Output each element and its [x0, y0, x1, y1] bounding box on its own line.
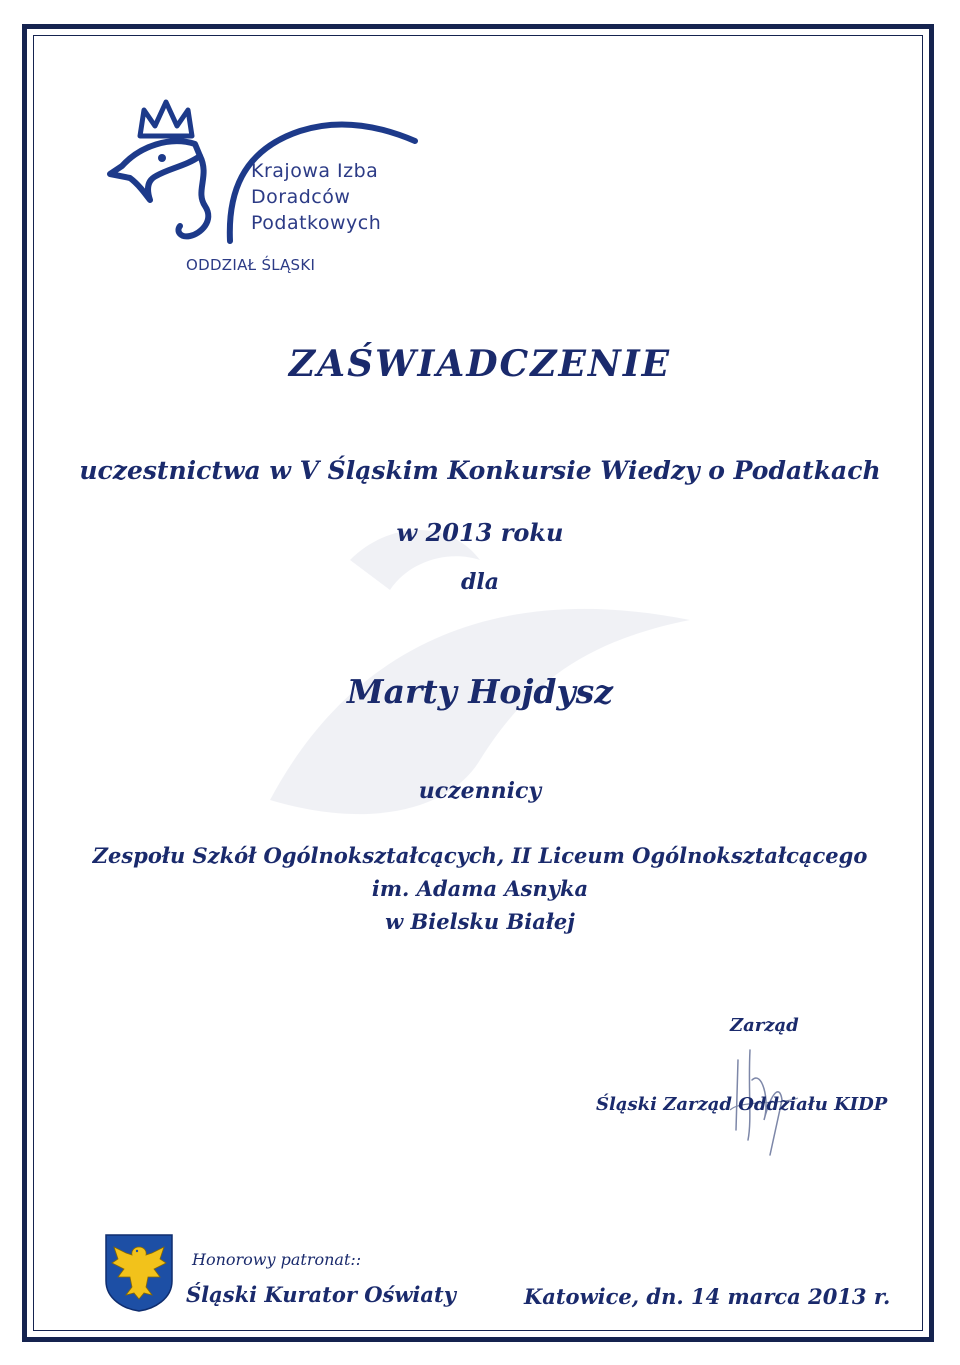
organization-name-line3: Podatkowych	[251, 212, 382, 234]
silesia-eagle-crest-icon	[104, 1233, 174, 1313]
certificate-subtitle-line2: w 2013 roku	[396, 518, 564, 547]
certificate-title: ZAŚWIADCZENIE	[288, 343, 672, 385]
organization-name-line2: Doradców	[251, 186, 351, 208]
recipient-name: Marty Hojdysz	[347, 672, 613, 711]
recipient-role: uczennicy	[418, 778, 542, 804]
kidp-logo	[100, 96, 440, 276]
certificate-subtitle-line1: uczestnictwa w V Śląskim Konkursie Wiedzy o Podatkach	[79, 456, 881, 485]
school-line1: Zespołu Szkół Ogólnokształcących, II Liceum Ogólnokształcącego	[92, 843, 868, 868]
organization-branch: ODDZIAŁ ŚLĄSKI	[186, 256, 316, 274]
certificate-subtitle-line3: dla	[461, 569, 499, 595]
organization-name-line1: Krajowa Izba	[251, 160, 379, 182]
school-line2: im. Adama Asnyka	[371, 876, 589, 901]
patron-name: Śląski Kurator Oświaty	[186, 1282, 456, 1307]
signature-label: Zarząd	[730, 1015, 799, 1036]
board-name: Śląski Zarząd Oddziału KIDP	[596, 1094, 888, 1115]
place-and-date: Katowice, dn. 14 marca 2013 r.	[524, 1284, 891, 1309]
patron-label: Honorowy patronat::	[192, 1250, 362, 1269]
school-line3: w Bielsku Białej	[385, 909, 575, 934]
